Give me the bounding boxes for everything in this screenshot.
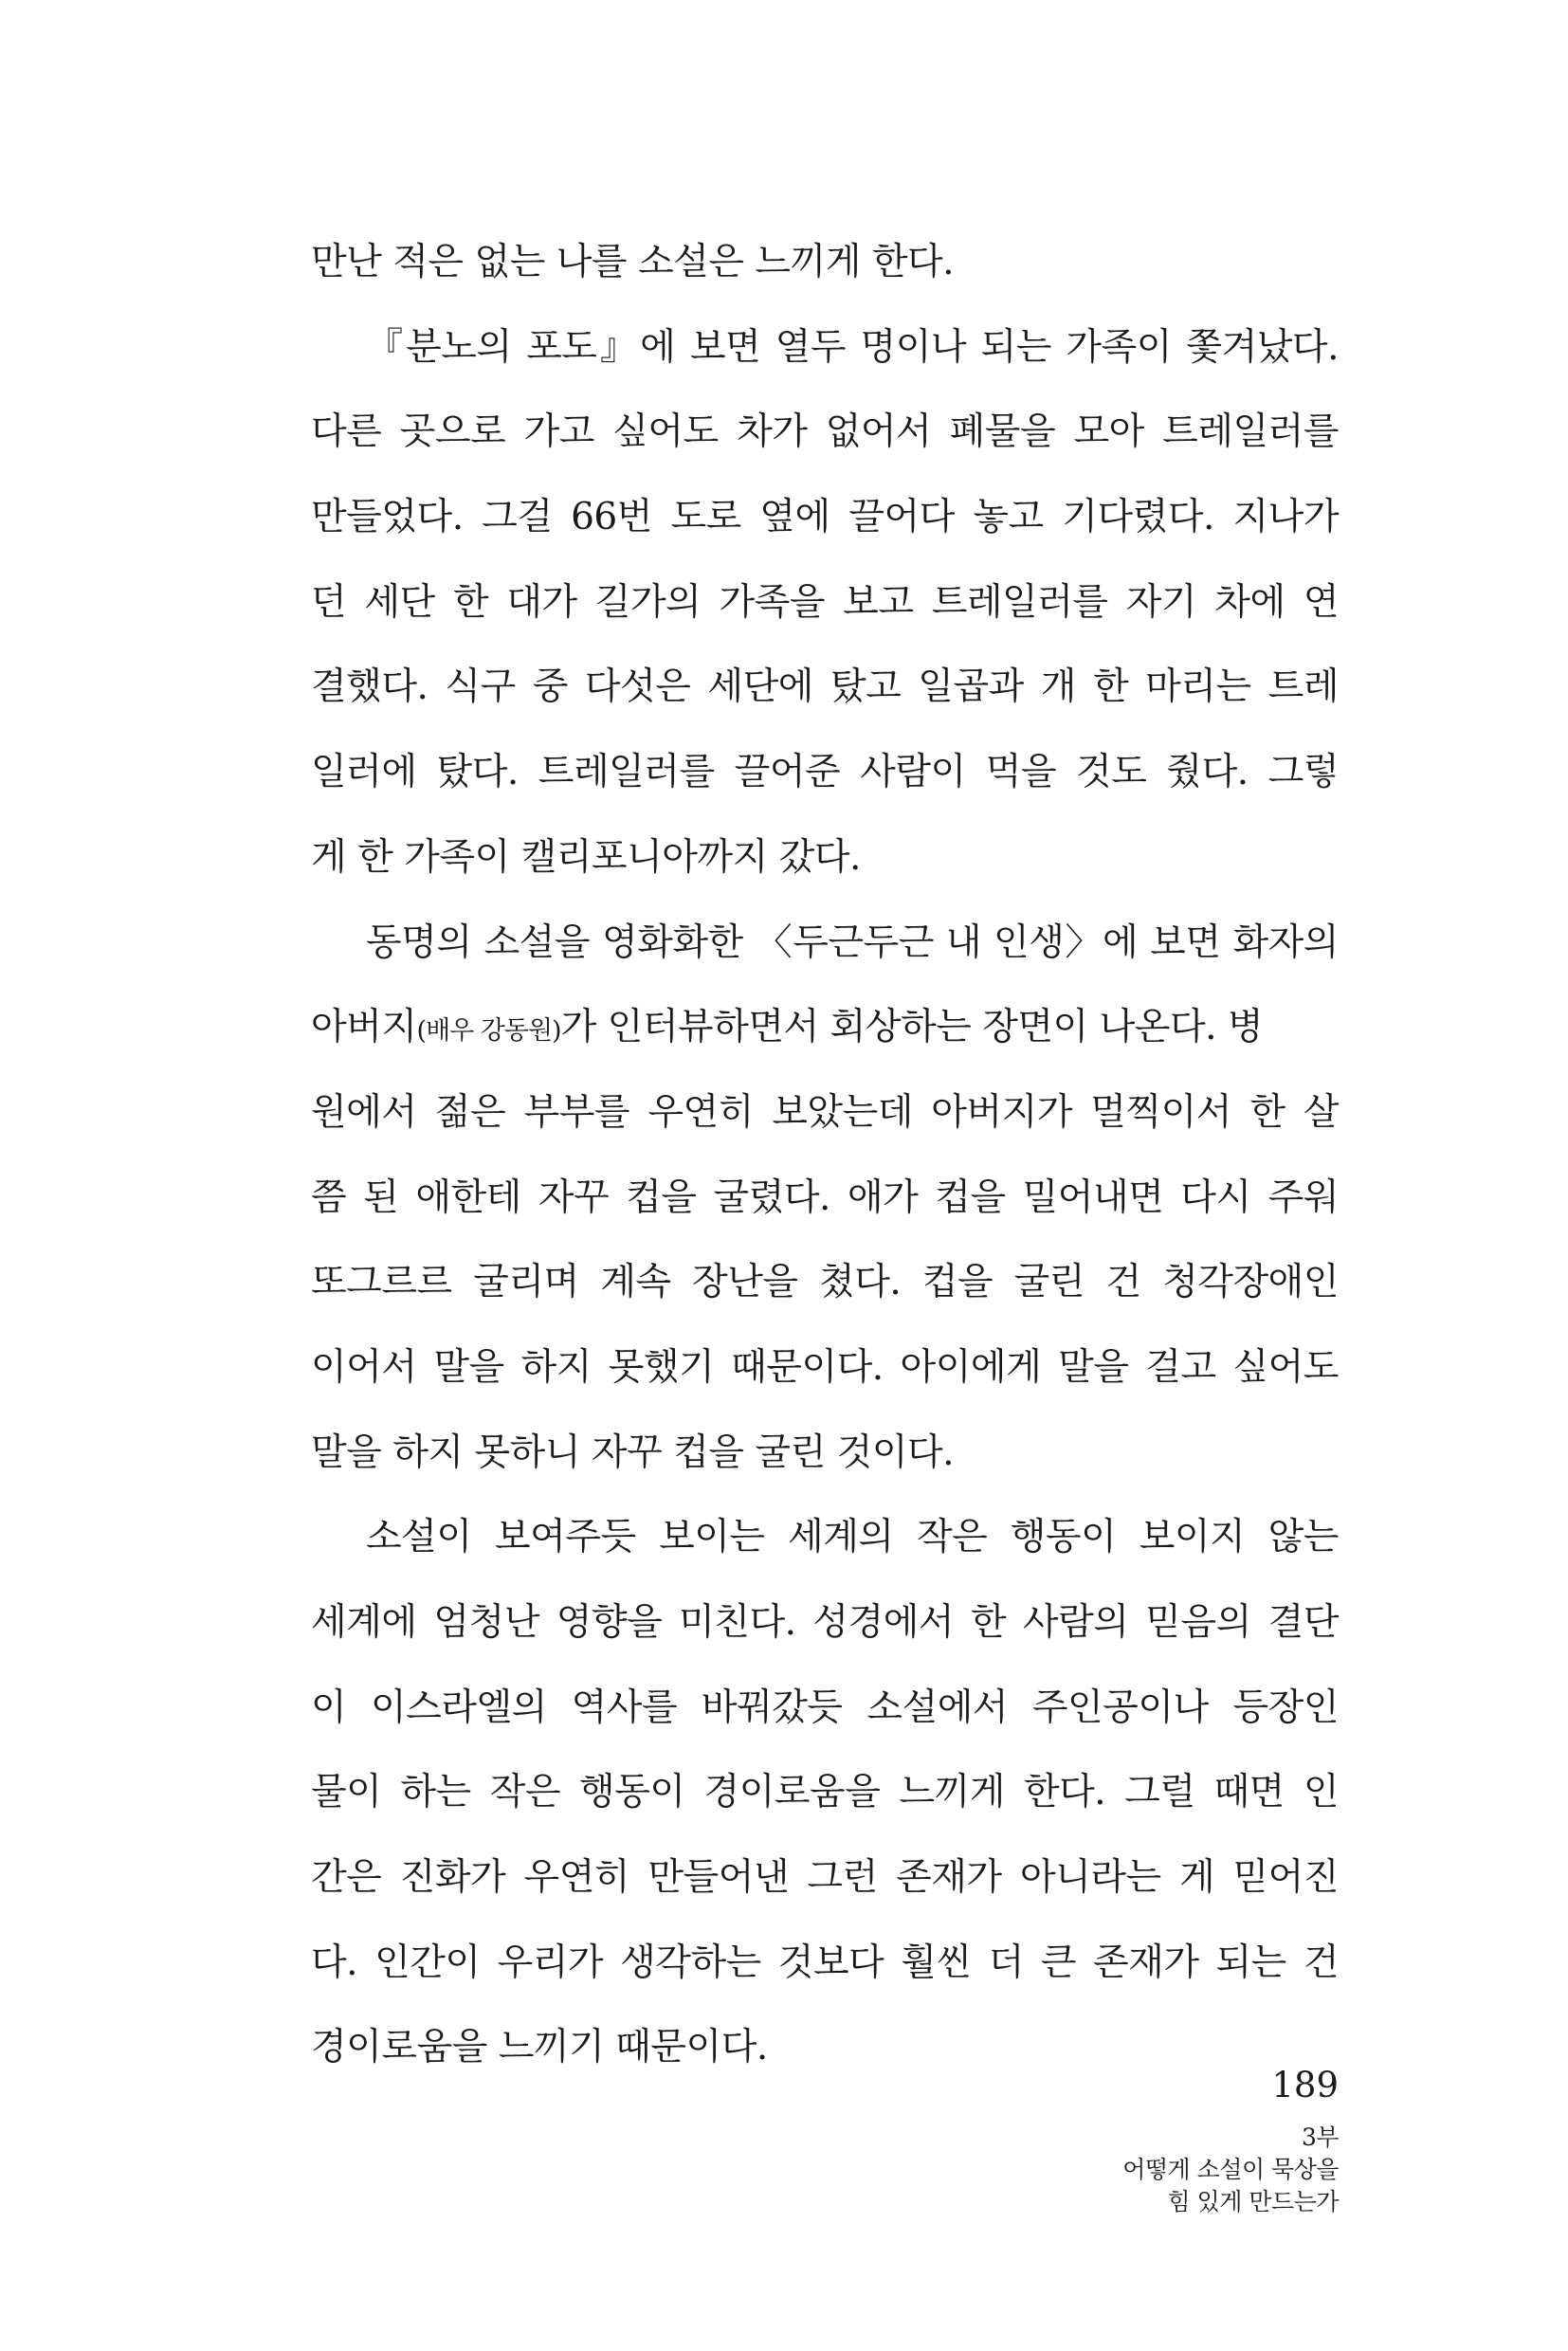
text-line: 만들었다. 그걸 66번 도로 옆에 끌어다 놓고 기다렸다. 지나가 [311,496,1339,539]
text-line: 물이 하는 작은 행동이 경이로움을 느끼게 한다. 그럴 때면 인 [311,1771,1339,1814]
text-line: 간은 진화가 우연히 만들어낸 그런 존재가 아니라는 게 믿어진 [311,1856,1339,1900]
body-text [311,220,1339,2090]
text-line: 이 이스라엘의 역사를 바꿔갔듯 소설에서 주인공이나 등장인 [311,1686,1339,1729]
text-line: 일러에 탔다. 트레일러를 끌어준 사람이 먹을 것도 줬다. 그렇 [311,751,1339,794]
text-line: 원에서 젊은 부부를 우연히 보았는데 아버지가 멀찍이서 한 살 [311,1090,1339,1134]
running-head-title-line-2: 힘 있게 만드는가 [1167,2188,1339,2215]
text-line: 『분노의 포도』에 보면 열두 명이나 되는 가족이 쫓겨났다. [366,325,1339,369]
text-line: 쯤 된 애한테 자꾸 컵을 굴렸다. 애가 컵을 밀어내면 다시 주워 [311,1176,1339,1219]
text-line: 동명의 소설을 영화화한 〈두근두근 내 인생〉에 보면 화자의 [366,920,1339,964]
page-footer [1122,2065,1339,2218]
text-line: 게 한 가족이 캘리포니아까지 갔다. [311,835,861,879]
text-line: 결했다. 식구 중 다섯은 세단에 탔고 일곱과 개 한 마리는 트레 [311,665,1339,709]
running-head-title-line-1: 어떻게 소설이 묵상을 [1122,2156,1339,2183]
running-head-part: 3부 [1301,2123,1339,2151]
text-fragment: 가 인터뷰하면서 회상하는 장면이 나온다. 병 [560,1006,1264,1049]
text-line: 경이로움을 느끼기 때문이다. [311,2026,768,2069]
text-line: 던 세단 한 대가 길가의 가족을 보고 트레일러를 자기 차에 연 [311,580,1339,624]
text-fragment: 아버지 [311,1006,417,1049]
text-line: 이어서 말을 하지 못했기 때문이다. 아이에게 말을 걸고 싶어도 [311,1345,1339,1389]
text-line: 세계에 엄청난 영향을 미친다. 성경에서 한 사람의 믿음의 결단 [311,1601,1339,1644]
text-line: 다른 곳으로 가고 싶어도 차가 없어서 폐물을 모아 트레일러를 [311,410,1339,454]
actor-note: (배우 강동원) [416,1016,561,1047]
text-line: 또그르르 굴리며 계속 장난을 쳤다. 컵을 굴린 건 청각장애인 [311,1261,1339,1304]
text-line: 다. 인간이 우리가 생각하는 것보다 훨씬 더 큰 존재가 되는 건 [311,1941,1339,1984]
page-number: 189 [1271,2065,1339,2105]
text-line: 소설이 보여주듯 보이는 세계의 작은 행동이 보이지 않는 [366,1516,1339,1559]
text-line: 만난 적은 없는 나를 소설은 느끼게 한다. [311,241,955,283]
text-line: 말을 하지 못하니 자꾸 컵을 굴린 것이다. [311,1431,955,1474]
text-line [311,985,1339,1070]
